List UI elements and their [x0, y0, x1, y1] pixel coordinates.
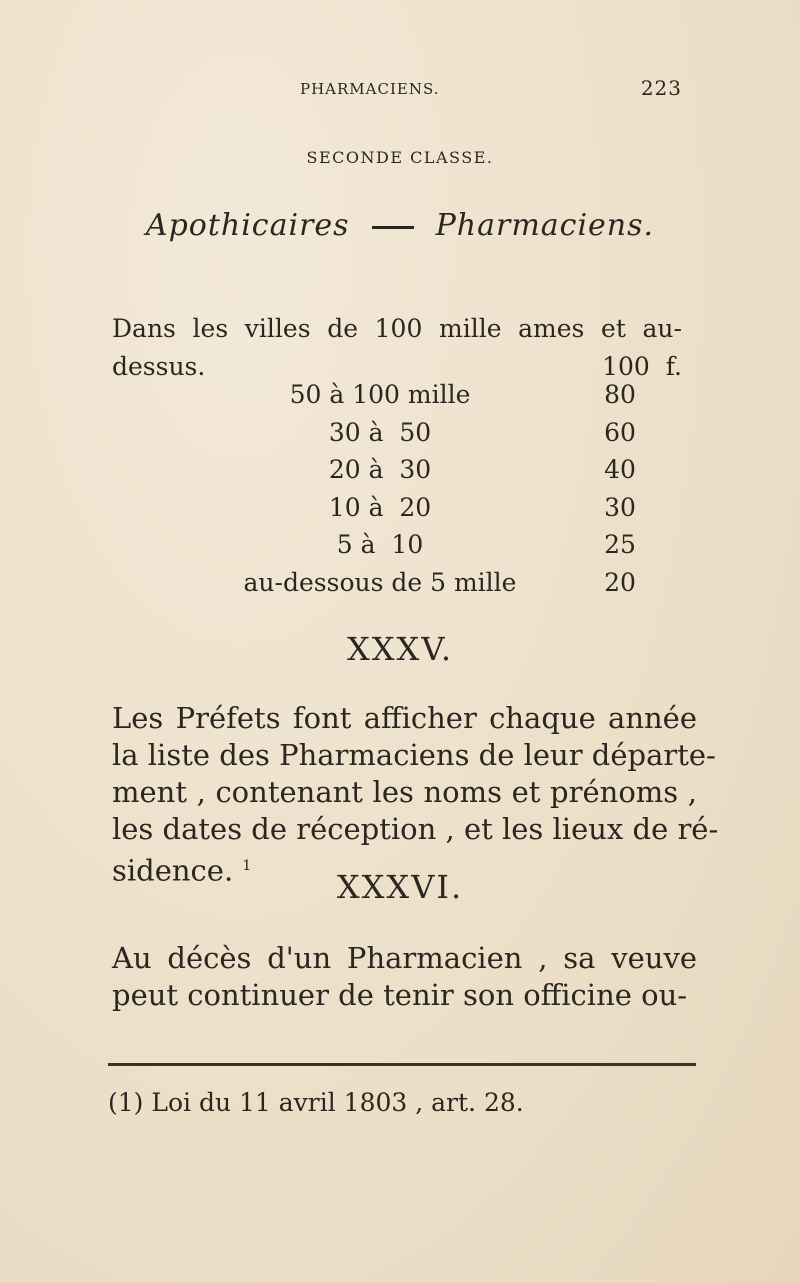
article-36-paragraph [112, 940, 697, 1014]
paragraph-line [112, 940, 697, 977]
running-title: PHARMACIENS. [300, 80, 440, 98]
tariff-range: au-dessous de 5 mille [243, 567, 517, 597]
footnote-rule [108, 1063, 696, 1066]
tariff-range: 5 à 10 [336, 530, 424, 559]
tariff-amount: 80 [604, 380, 636, 409]
tariff-range: 30 à 50 [328, 417, 432, 447]
tariff-range: 20 à 30 [328, 455, 432, 484]
intro-word: au- [642, 314, 682, 343]
paragraph-line-text: ment , contenant les noms et prénoms , [112, 775, 697, 809]
paragraph-line-text: les dates de réception , et les lieux de ré- [112, 812, 719, 846]
intro-line-2-right: 100 f. [602, 352, 682, 381]
paragraph-line [112, 977, 697, 1014]
tariff-row [210, 418, 660, 454]
tariff-row [210, 568, 660, 604]
paragraph-line [112, 774, 697, 811]
paragraph-line [112, 700, 697, 737]
paragraph-line [112, 737, 716, 774]
footnote-marker: 1 [242, 858, 252, 874]
script-heading-right: Pharmaciens. [435, 208, 655, 243]
section-title: SECONDE CLASSE. [306, 148, 494, 167]
tariff-row [210, 380, 660, 416]
intro-line-1 [112, 310, 682, 348]
intro-word: et [601, 314, 626, 343]
tariff-amount: 25 [604, 530, 636, 559]
paragraph-line-text: Au décès d'un Pharmacien , sa veuve [112, 941, 697, 975]
intro-word: villes [244, 314, 311, 343]
paragraph-line [112, 811, 719, 848]
heading-dash [372, 226, 414, 229]
tariff-amount: 60 [604, 417, 636, 447]
paragraph-line-text: la liste des Pharmaciens de leur départe- [112, 738, 716, 772]
tariff-row [210, 493, 660, 529]
intro-word: Dans [112, 314, 176, 343]
page-number: 223 [640, 76, 682, 100]
tariff-range: 10 à 20 [328, 492, 432, 522]
article-35-paragraph [112, 700, 719, 890]
intro-paragraph [112, 310, 682, 386]
paragraph-line-text: sidence. [112, 853, 234, 888]
article-36-numeral: XXXVI. [336, 868, 464, 906]
footnote: (1) Loi du 11 avril 1803 , art. 28. [108, 1088, 524, 1117]
paragraph-line-text: peut continuer de tenir son officine ou- [112, 978, 688, 1012]
tariff-amount: 40 [604, 455, 636, 484]
tariff-row [210, 530, 660, 566]
intro-word: 100 [374, 314, 423, 343]
intro-word: les [192, 314, 229, 343]
intro-word: ames [518, 314, 585, 343]
intro-line-2-left: dessus. [112, 352, 206, 381]
tariff-amount: 20 [604, 567, 636, 597]
tariff-amount: 30 [604, 492, 636, 522]
article-35-numeral: XXXV. [346, 630, 454, 668]
tariff-range: 50 à 100 mille [289, 380, 471, 409]
script-heading [0, 208, 800, 243]
intro-word: de [327, 314, 358, 343]
paragraph-line-text: Les Préfets font afficher chaque année [112, 701, 697, 735]
tariff-row [210, 455, 660, 491]
intro-word: mille [439, 314, 502, 343]
script-heading-left: Apothicaires [145, 208, 350, 243]
